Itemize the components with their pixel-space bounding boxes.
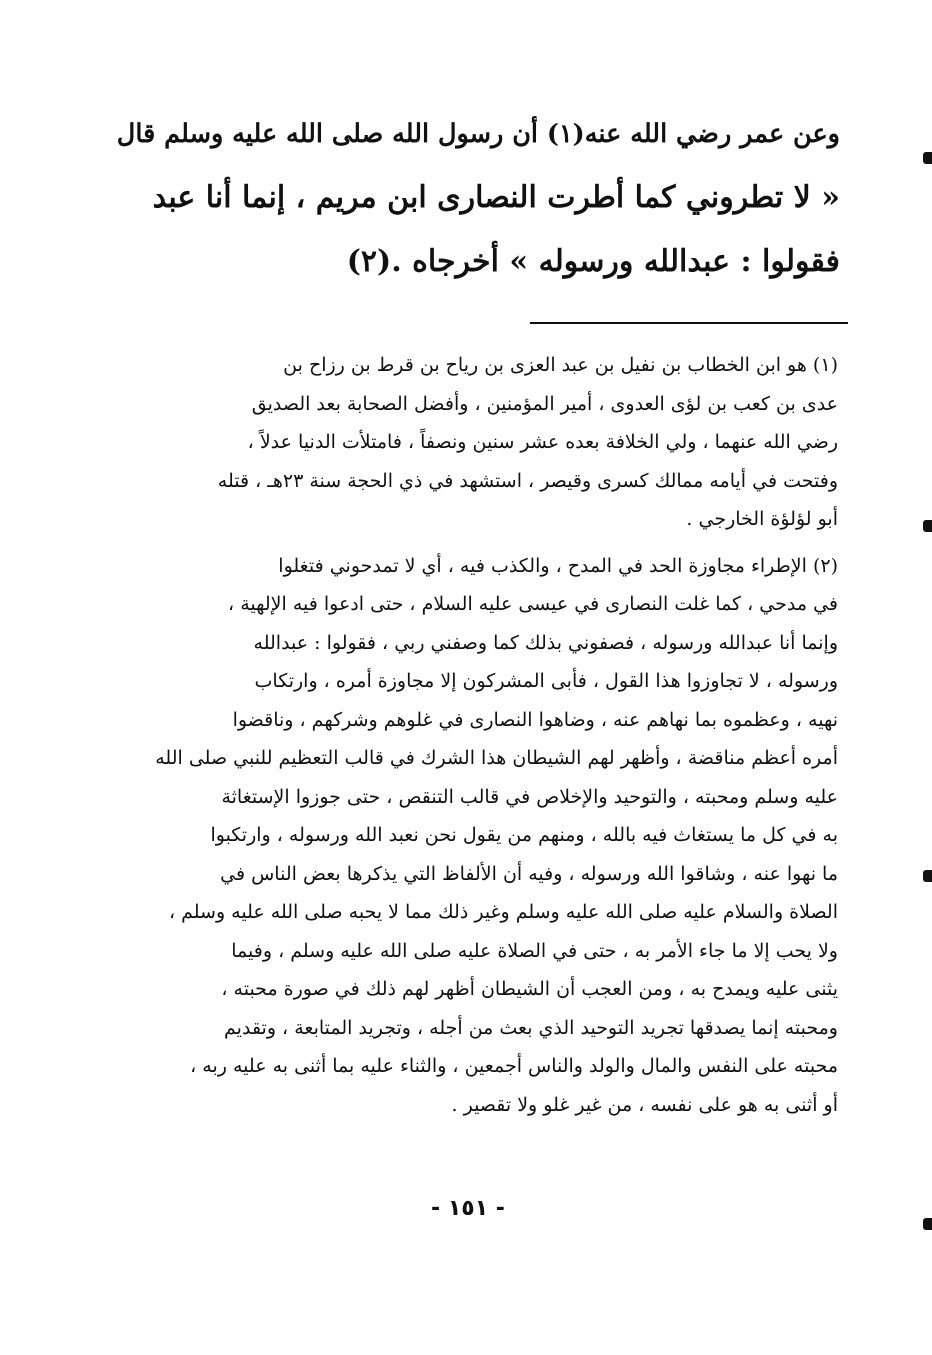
main-text-line: فقولوا : عبدالله ورسوله » أخرجاه .(٢) (346, 244, 840, 279)
footnote-line: عدى بن كعب بن لؤى العدوى ، أمير المؤمنين ، وأفضل الصحابة بعد الصديق (251, 392, 838, 415)
footnote-line: في مدحي ، كما غلت النصارى في عيسى عليه السلام ، حتى ادعوا فيه الإلهية ، (228, 593, 838, 615)
footnote-line: أو أثنى به هو على نفسه ، من غير غلو ولا تقصير . (451, 1093, 838, 1116)
footnote-line: أبو لؤلؤة الخارجي . (686, 508, 838, 530)
footnote-line: وفتحت في أيامه ممالك كسرى وقيصر ، استشهد في ذي الحجة سنة ٢٣هـ ، قتله (217, 469, 838, 492)
scan-edge-mark (923, 520, 932, 532)
page-number: - ١٥١ - (431, 1196, 505, 1221)
footnote-line: وإنما أنا عبدالله ورسوله ، فصفوني بذلك كما وصفني ربي ، فقولوا : عبدالله (253, 631, 838, 654)
scan-edge-mark (923, 152, 932, 164)
footnote-line: (٢) الإطراء مجاوزة الحد في المدح ، والكذب فيه ، أي لا تمدحوني فتغلوا (278, 554, 838, 577)
main-text-block (112, 102, 840, 294)
footnote-line: نهيه ، وعظموه بما نهاهم عنه ، وضاهوا النصارى في غلوهم وشركهم ، وناقضوا (232, 708, 838, 731)
footnote-line: به في كل ما يستغاث فيه بالله ، ومنهم من يقول نحن نعبد الله ورسوله ، وارتكبوا (210, 824, 838, 846)
main-text-line: وعن عمر رضي الله عنه(١) أن رسول الله صلى الله عليه وسلم قال (116, 119, 840, 149)
footnotes-block (118, 346, 838, 1124)
footnote-line: عليه وسلم ومحبته ، والتوحيد والإخلاص في قالب التنقص ، حتى جوزوا الإستغاثة (221, 785, 838, 808)
scan-edge-mark (923, 870, 932, 882)
footnote-line: (١) هو ابن الخطاب بن نفيل بن عبد العزى بن رياح بن قرط بن رزاح بن (283, 354, 838, 376)
main-text-line: « لا تطروني كما أطرت النصارى ابن مريم ، إنما أنا عبد (152, 180, 840, 215)
footnote-line: ما نهوا عنه ، وشاقوا الله ورسوله ، وفيه أن الألفاظ التي يذكرها بعض الناس في (220, 862, 838, 885)
footnote-line: محبته على النفس والمال والولد والناس أجمعين ، والثناء عليه بما أثنى به عليه ربه ، (190, 1055, 838, 1077)
footnote-line: ولا يحب إلا ما جاء الأمر به ، حتى في الصلاة عليه صلى الله عليه وسلم ، وفيما (231, 939, 838, 962)
footnote-line: يثنى عليه ويمدح به ، ومن العجب أن الشيطان أظهر لهم ذلك في صورة محبته ، (221, 978, 838, 1000)
footnote-line: رضي الله عنهما ، ولي الخلافة بعده عشر سنين ونصفاً ، فامتلأت الدنيا عدلاً ، (247, 431, 838, 453)
footnote-line: ورسوله ، لا تجاوزوا هذا القول ، فأبى المشركون إلا مجاوزة أمره ، وارتكاب (254, 670, 838, 692)
scan-edge-mark (923, 1218, 932, 1230)
footnote-line: ومحبته إنما يصدقها تجريد التوحيد الذي بعث من أجله ، وتجريد المتابعة ، وتقديم (224, 1016, 838, 1039)
footnote-line: أمره أعظم مناقضة ، وأظهر لهم الشيطان هذا الشرك في قالب التعظيم للنبي صلى الله (155, 747, 838, 769)
footnote-divider (530, 322, 848, 324)
footnote-line: الصلاة والسلام عليه صلى الله عليه وسلم وغير ذلك مما لا يحبه صلى الله عليه وسلم ، (168, 901, 838, 923)
